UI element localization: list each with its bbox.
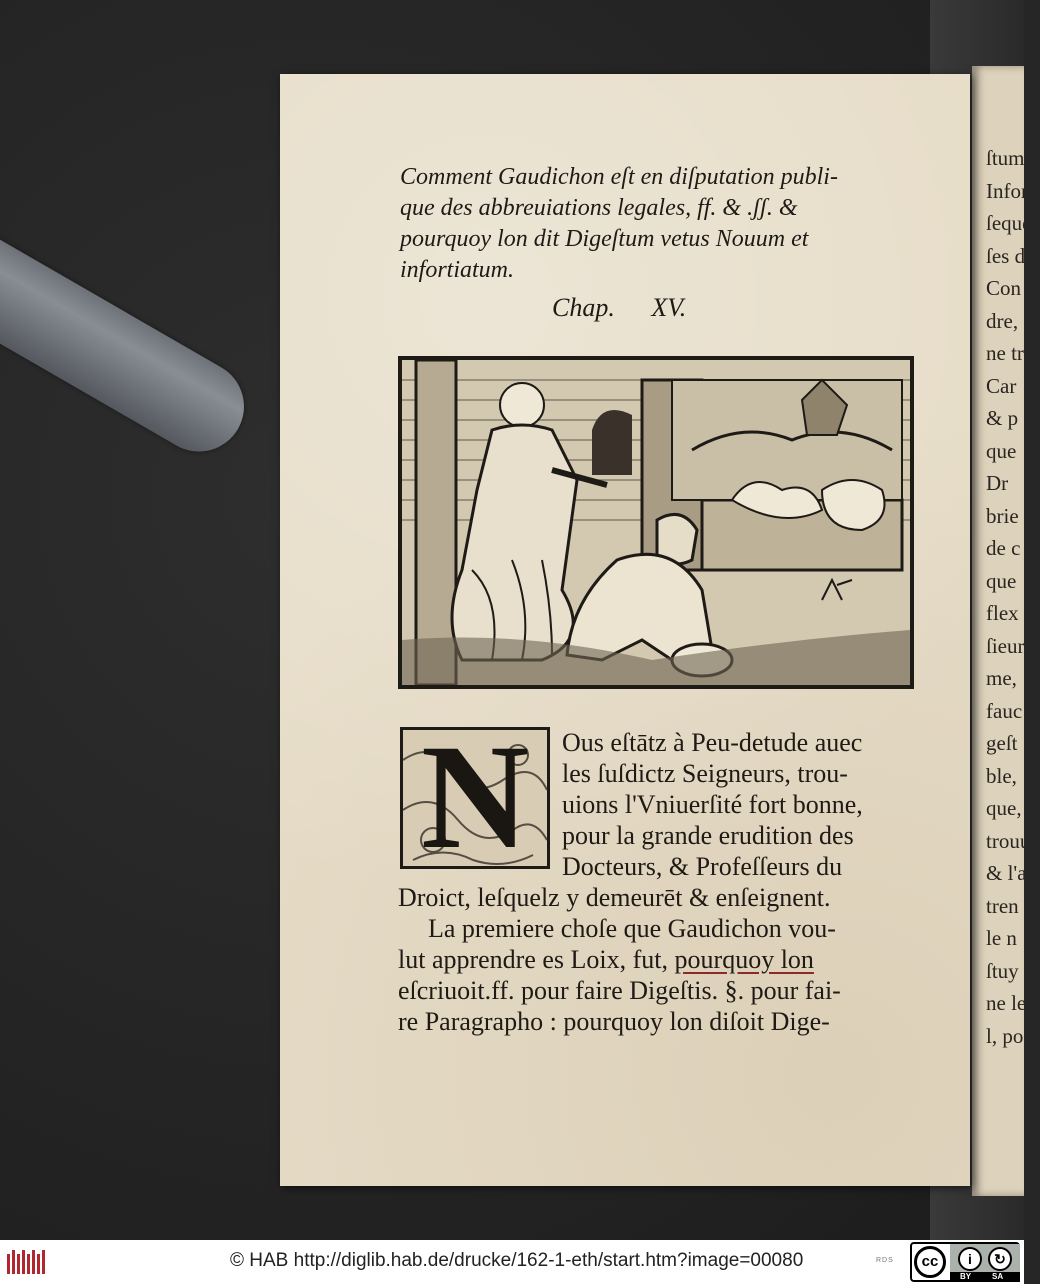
chapter-roman: XV. (651, 293, 687, 322)
facing-page-fragment: Car (986, 373, 1017, 398)
facing-page-fragment: ne tr (986, 341, 1024, 365)
by-icon: i (958, 1247, 982, 1271)
facing-page-fragment: flex (986, 601, 1019, 625)
decorated-initial (400, 714, 550, 880)
body-line-with-underline (398, 944, 918, 975)
facing-page-fragment: brie (986, 503, 1019, 528)
facing-page-fragment: trouu (986, 828, 1031, 853)
facing-page-fragment: & l'a (986, 861, 1027, 885)
body-line: pour la grande erudition des (562, 821, 854, 850)
rds-mark: RDS (876, 1257, 894, 1264)
initial-letter: N (421, 714, 530, 880)
facing-page-fragment: me, (986, 666, 1017, 690)
body-line: Docteurs, & Profeſſeurs du (562, 852, 843, 881)
heading-line: pourquoy lon dit Digeſtum vetus Nouum et (400, 226, 809, 252)
facing-page-edge (972, 66, 1040, 1196)
facing-page-fragment: ſes d' (986, 243, 1029, 268)
facing-page-fragment: & p (986, 406, 1019, 430)
facing-page-fragment: l, po (986, 1023, 1024, 1048)
sa-icon: ↻ (988, 1247, 1012, 1271)
facing-page-fragment: de c (986, 536, 1021, 560)
body-line: La premiere choſe que Gaudichon vou- (428, 914, 836, 943)
cc-license-badge[interactable] (910, 1242, 1020, 1282)
body-line-start: lut apprendre es Loix, fut, (398, 945, 669, 974)
heading-line: infortiatum. (400, 257, 515, 283)
heading-line: que des abbreuiations legales, ff. & .ʃʃ. & (400, 195, 798, 221)
facing-page-fragment: que (986, 438, 1017, 463)
sa-label: SA (992, 1272, 1004, 1281)
facing-page-fragment: ſtum v (986, 146, 1040, 170)
cc-icon: cc (914, 1246, 946, 1278)
facing-page-fragment: dre, (986, 308, 1019, 333)
facing-page-fragment: le n (986, 926, 1017, 950)
chapter-number (552, 293, 686, 323)
body-line: re Paragrapho : pourquoy lon diſoit Dige- (398, 1007, 830, 1036)
body-line: les ſuſdictz Seigneurs, trou- (562, 759, 848, 788)
cc-labels (950, 1272, 1020, 1282)
chapter-label: Chap. (552, 293, 615, 322)
heading-line: Comment Gaudichon eſt en diſputation publi- (400, 164, 838, 190)
facing-page-fragment: ſtuy (986, 958, 1019, 983)
body-line: uions l'Vniuerſité fort bonne, (562, 790, 863, 819)
facing-page-fragment: Dr (986, 471, 1009, 495)
cc-attribution-icons (950, 1244, 1020, 1282)
underlined-phrase: pourquoy lon (674, 945, 814, 974)
facing-page-fragment: que, (986, 796, 1022, 820)
facing-page-fragment: geſt (986, 731, 1018, 755)
woodcut-drawing (402, 360, 910, 685)
facing-page-fragment: tren (986, 893, 1019, 918)
body-line: Droict, leſquelz y demeurēt & enſeignent. (398, 883, 831, 912)
facing-page-fragment: fauc (986, 698, 1023, 723)
woodcut-illustration (398, 356, 914, 689)
facing-page-fragment: Infor (986, 178, 1028, 203)
body-line: Ous eſtātz à Peu-detude auec (562, 728, 863, 757)
body-line: eſcriuoit.ff. pour faire Digeſtis. §. pour fai- (398, 976, 841, 1005)
facing-page-fragment: Con (986, 276, 1022, 300)
facing-page-fragment: ne le (986, 991, 1027, 1015)
copyright-url[interactable]: © HAB http://diglib.hab.de/drucke/162-1-eth/start.htm?image=00080 (230, 1250, 804, 1271)
facing-page-fragment: ble, (986, 763, 1017, 788)
viewer-footer (0, 1240, 1024, 1284)
by-label: BY (960, 1272, 972, 1281)
facing-page-fragment: que (986, 568, 1017, 593)
facing-page-fragment: ſieur (986, 633, 1025, 658)
facing-page-fragment: ſequé (986, 211, 1032, 235)
hab-logo-icon (6, 1248, 50, 1276)
chapter-heading (400, 162, 940, 286)
